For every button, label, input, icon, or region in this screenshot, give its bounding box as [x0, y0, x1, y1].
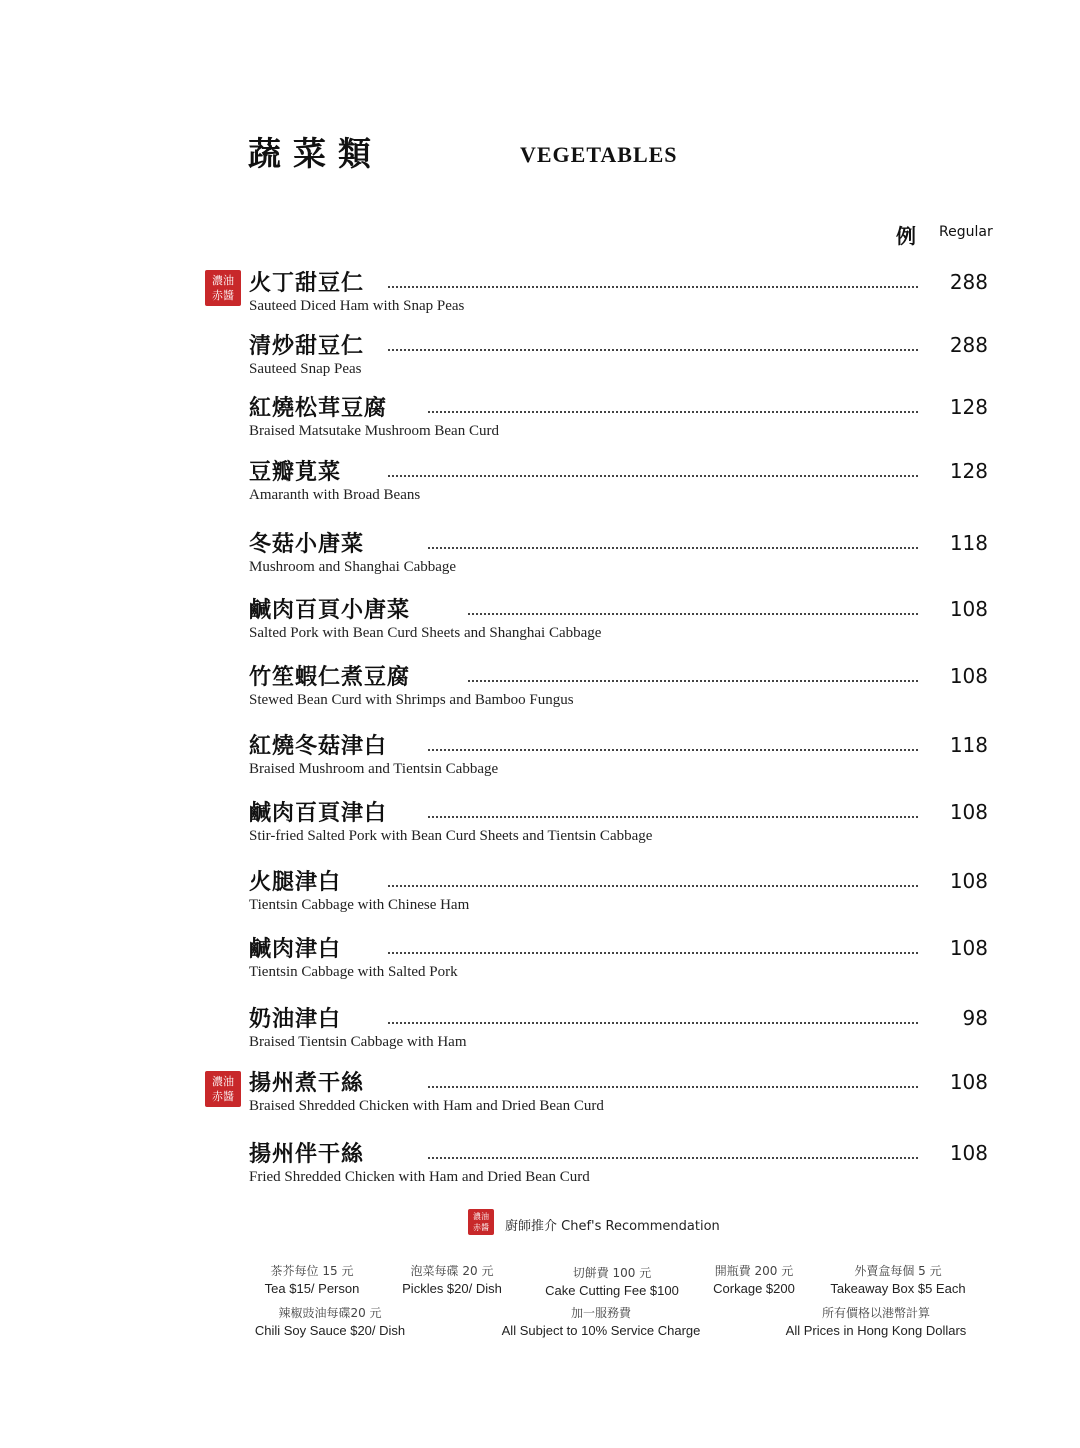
leader-dots: [428, 749, 918, 751]
dish-name-zh: 清炒甜豆仁: [249, 334, 365, 359]
legend-zh: 廚師推介: [505, 1219, 558, 1234]
dish-name-zh: 奶油津白: [249, 1007, 342, 1032]
fee-en: Cake Cutting Fee $100: [545, 1283, 679, 1298]
leader-dots: [388, 475, 918, 477]
dish-name-zh: 冬菇小唐菜: [249, 532, 365, 557]
dish-name-en: Stewed Bean Curd with Shrimps and Bamboo Fungus: [249, 692, 574, 708]
leader-dots: [388, 952, 918, 954]
leader-dots: [468, 613, 918, 615]
fee-currency-note: [768, 1304, 984, 1340]
fee-corkage: [700, 1262, 808, 1298]
dish-name-en: Tientsin Cabbage with Chinese Ham: [249, 897, 470, 913]
fee-zh: 所有價格以港幣計算: [821, 1306, 930, 1320]
dish-price: 108: [949, 1070, 988, 1094]
fee-en: Takeaway Box $5 Each: [830, 1281, 966, 1296]
dish-name-en: Mushroom and Shanghai Cabbage: [249, 559, 457, 575]
dish-name-en: Fried Shredded Chicken with Ham and Dried Bean Curd: [249, 1169, 590, 1185]
fee-zh: 茶芥每位 15 元: [270, 1264, 354, 1278]
dish-name-zh: 鹹肉百頁小唐菜: [249, 598, 411, 623]
leader-dots: [388, 349, 918, 351]
fee-takeaway-box: [820, 1262, 976, 1298]
leader-dots: [388, 885, 918, 887]
menu-item: [0, 932, 1080, 992]
dish-price: 108: [949, 869, 988, 893]
dish-name-zh: 紅燒松茸豆腐: [249, 396, 388, 421]
dish-name-zh: 揚州煮干絲: [249, 1071, 365, 1096]
leader-dots: [428, 547, 918, 549]
dish-name-en: Braised Tientsin Cabbage with Ham: [249, 1034, 467, 1050]
dish-name-zh: 豆瓣莧菜: [249, 460, 342, 485]
dish-price: 118: [949, 531, 988, 555]
legend-text: [505, 1215, 720, 1234]
leader-dots: [428, 816, 918, 818]
leader-dots: [428, 1157, 918, 1159]
dish-name-en: Amaranth with Broad Beans: [249, 487, 421, 503]
menu-item: [0, 527, 1080, 587]
dish-name-zh: 竹笙蝦仁煮豆腐: [249, 665, 411, 690]
leader-dots: [388, 1022, 918, 1024]
fee-zh: 辣椒豉油每碟20 元: [278, 1306, 382, 1320]
dish-name-en: Tientsin Cabbage with Salted Pork: [249, 964, 458, 980]
menu-item: [0, 455, 1080, 515]
dish-name-zh: 紅燒冬菇津白: [249, 734, 388, 759]
fee-en: All Subject to 10% Service Charge: [501, 1323, 701, 1338]
page-title-en: VEGETABLES: [520, 142, 678, 167]
page-title-zh: 蔬菜類: [248, 134, 383, 173]
leader-dots: [388, 286, 918, 288]
dish-name-en: Braised Shredded Chicken with Ham and Dried Bean Curd: [249, 1098, 604, 1114]
dish-name-en: Salted Pork with Bean Curd Sheets and Shanghai Cabbage: [249, 625, 602, 641]
dish-name-en: Sauteed Snap Peas: [249, 361, 362, 377]
column-header-en: Regular: [939, 224, 993, 240]
menu-item: [0, 729, 1080, 789]
fee-en: Pickles $20/ Dish: [402, 1281, 502, 1296]
menu-item: [0, 865, 1080, 925]
dish-price: 108: [949, 800, 988, 824]
dish-name-zh: 揚州伴干絲: [249, 1142, 365, 1167]
dish-name-zh: 鹹肉津白: [249, 937, 342, 962]
fee-en: All Prices in Hong Kong Dollars: [785, 1323, 967, 1338]
dish-price: 118: [949, 733, 988, 757]
menu-item: [0, 1002, 1080, 1062]
seal-text: 濃油 赤醬: [473, 1212, 489, 1232]
dish-name-en: Braised Matsutake Mushroom Bean Curd: [249, 423, 499, 439]
dish-price: 98: [962, 1006, 988, 1030]
dish-price: 288: [949, 270, 988, 294]
dish-name-en: Braised Mushroom and Tientsin Cabbage: [249, 761, 499, 777]
dish-price: 108: [949, 597, 988, 621]
dish-name-en: Stir-fried Salted Pork with Bean Curd Sheets and Tientsin Cabbage: [249, 828, 653, 844]
dish-price: 288: [949, 333, 988, 357]
leader-dots: [428, 411, 918, 413]
fee-en: Chili Soy Sauce $20/ Dish: [254, 1323, 406, 1338]
menu-item: [0, 593, 1080, 653]
fee-chili-soy: [240, 1304, 420, 1340]
fee-pickles: [390, 1262, 514, 1298]
fee-en: Corkage $200: [713, 1281, 795, 1296]
fee-zh: 加一服務費: [570, 1306, 631, 1320]
dish-price: 128: [949, 459, 988, 483]
dish-price: 128: [949, 395, 988, 419]
column-header-zh: 例: [896, 224, 916, 248]
dish-price: 108: [949, 1141, 988, 1165]
leader-dots: [468, 680, 918, 682]
fee-zh: 切餅費 100 元: [572, 1266, 652, 1280]
fee-zh: 外賣盒每個 5 元: [854, 1264, 942, 1278]
menu-item: [0, 1137, 1080, 1197]
dish-name-en: Sauteed Diced Ham with Snap Peas: [249, 298, 465, 314]
menu-item: [0, 660, 1080, 720]
menu-item: [0, 329, 1080, 389]
seal-text: 濃油 赤醬: [212, 274, 234, 302]
menu-item: [0, 1066, 1080, 1126]
fee-cake-cutting: [532, 1264, 692, 1300]
fee-zh: 泡菜每碟 20 元: [410, 1264, 494, 1278]
menu-item: [0, 266, 1080, 326]
dish-price: 108: [949, 936, 988, 960]
menu-item: [0, 391, 1080, 451]
seal-text: 濃油 赤醬: [212, 1075, 234, 1103]
fee-service-charge: [482, 1304, 720, 1340]
dish-name-zh: 火腿津白: [249, 870, 342, 895]
fee-zh: 開瓶費 200 元: [714, 1264, 794, 1278]
fee-en: Tea $15/ Person: [264, 1281, 360, 1296]
fee-tea: [252, 1262, 372, 1298]
leader-dots: [428, 1086, 918, 1088]
legend-en: Chef's Recommendation: [561, 1219, 720, 1234]
dish-name-zh: 火丁甜豆仁: [249, 271, 365, 296]
menu-item: [0, 796, 1080, 856]
chef-recommendation-seal-icon: [468, 1209, 494, 1235]
dish-price: 108: [949, 664, 988, 688]
dish-name-zh: 鹹肉百頁津白: [249, 801, 388, 826]
